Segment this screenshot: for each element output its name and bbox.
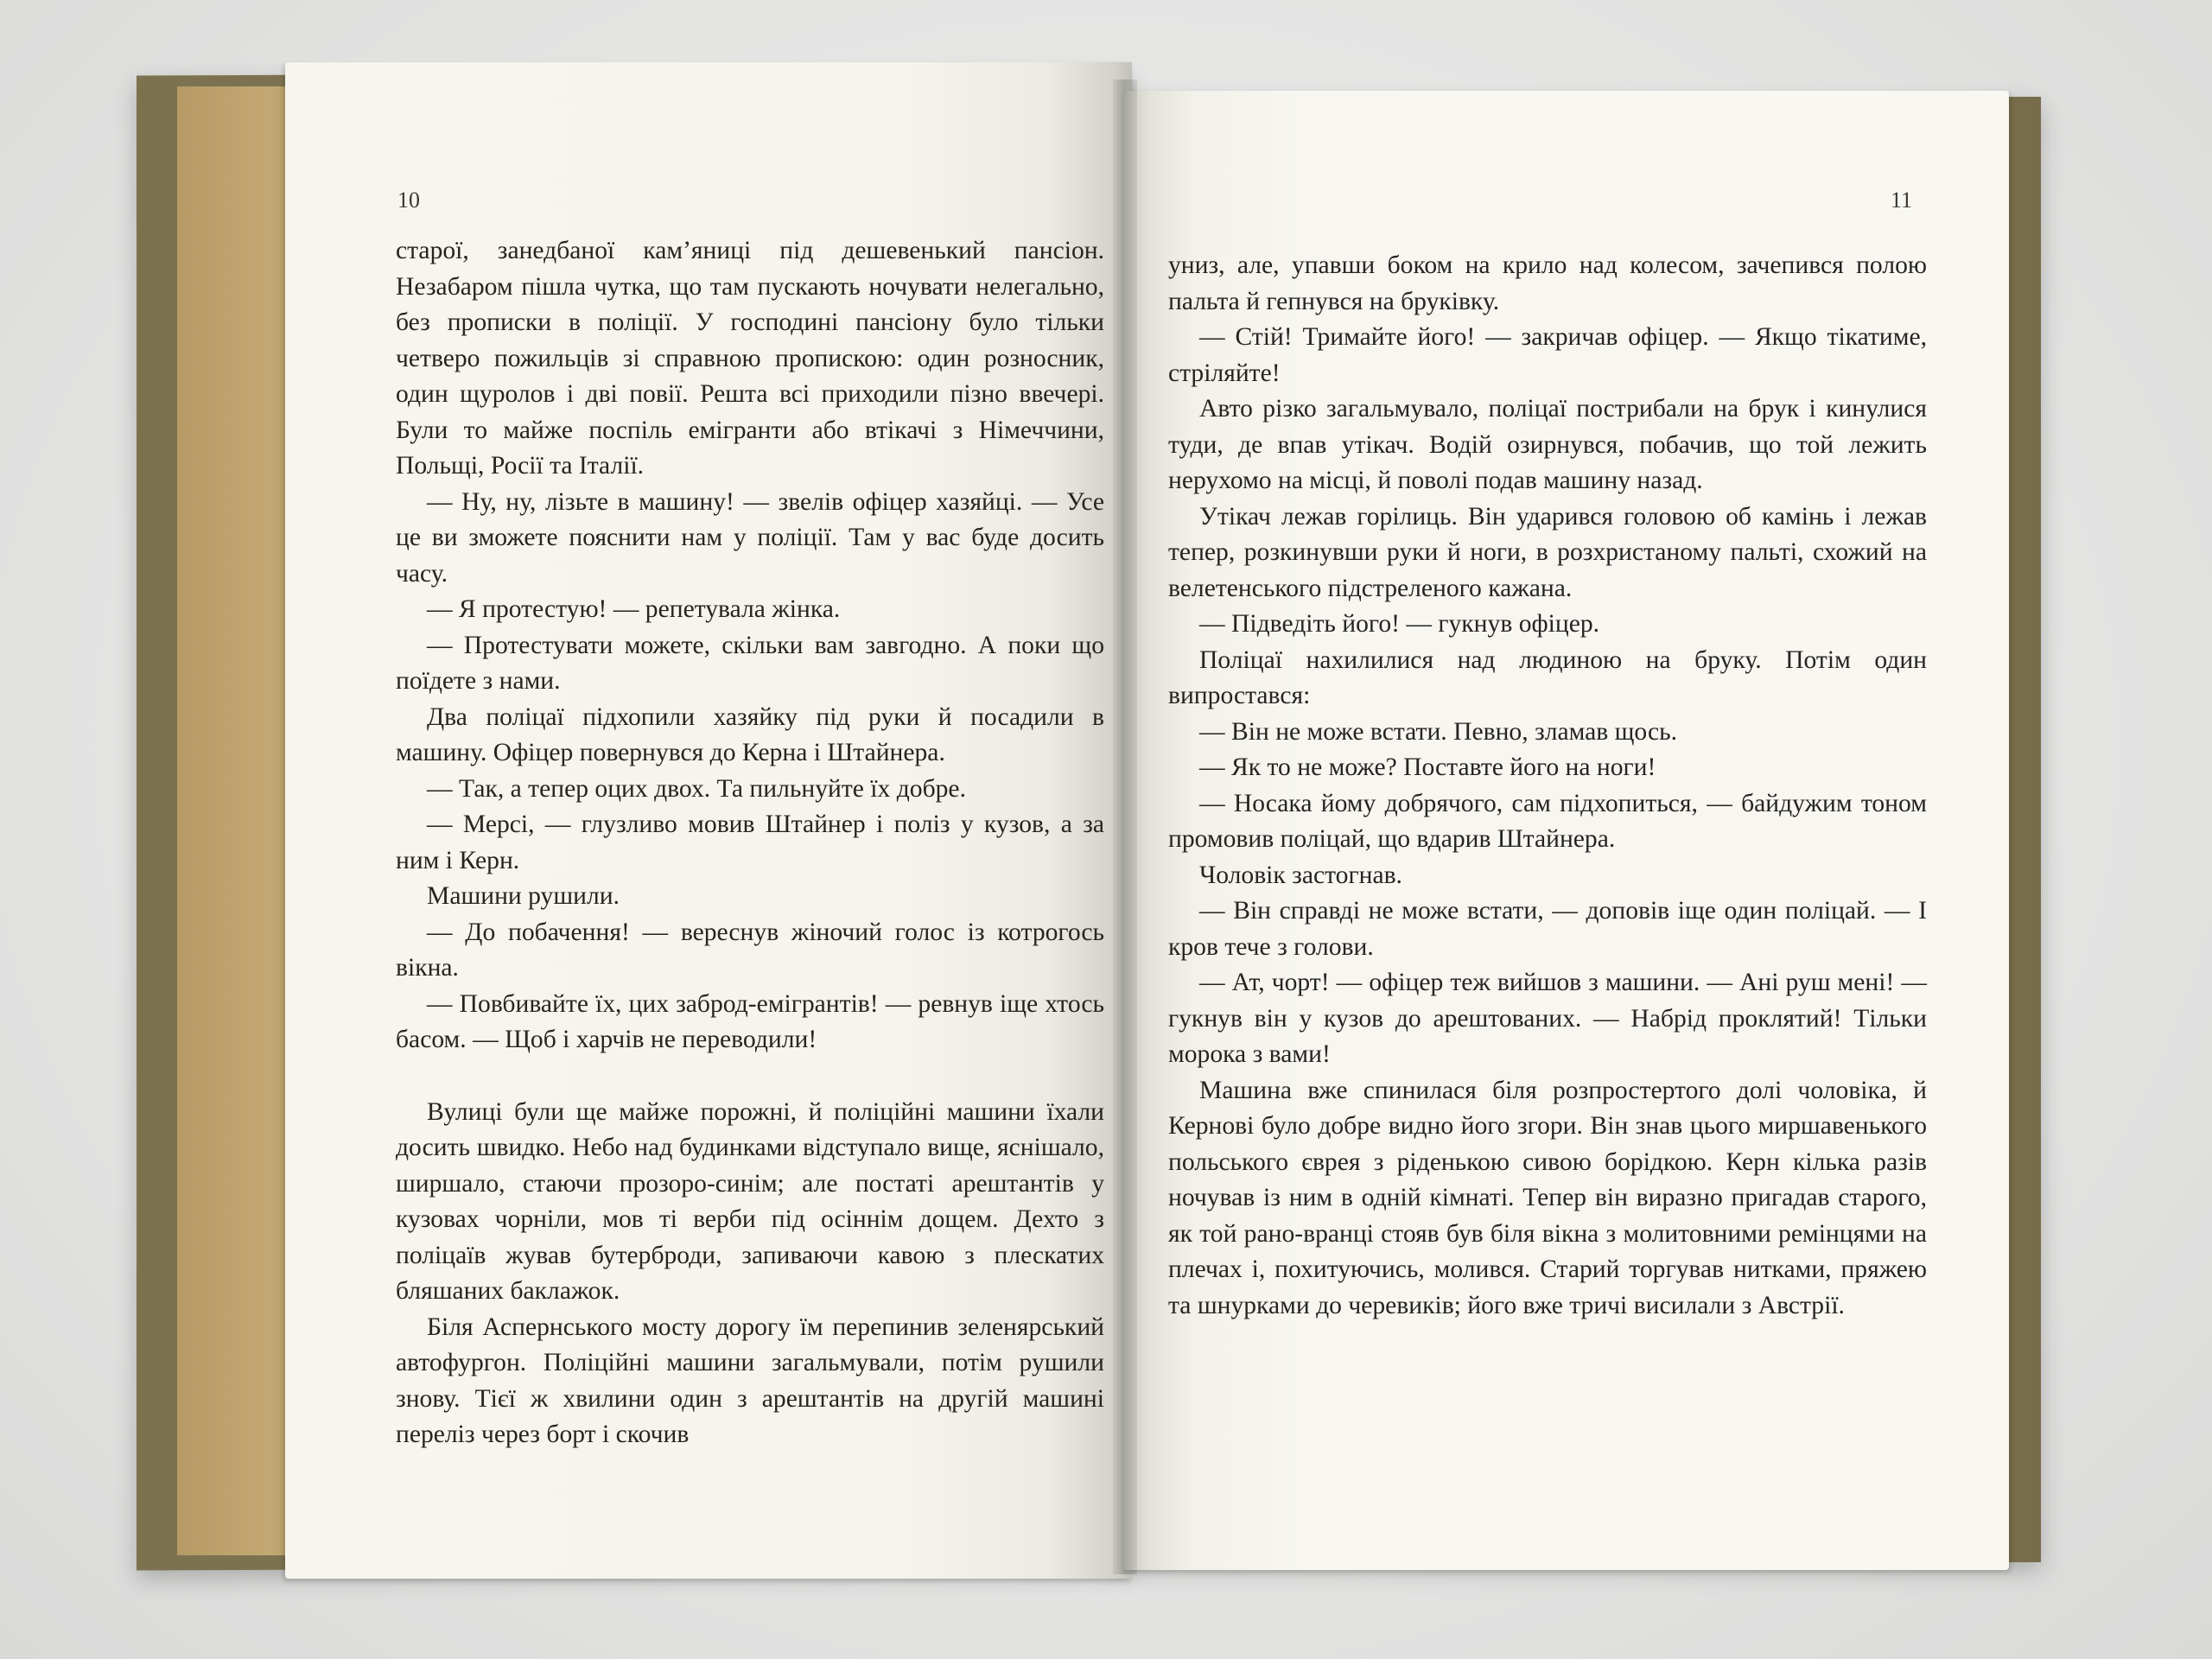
paragraph: Поліцаї нахилилися над людиною на бруку. Потім один випростався: <box>1168 645 1927 709</box>
page-number-right: 11 <box>1890 188 1912 213</box>
paragraph: — Протестувати можете, скільки вам завгодно. А поки що поїдете з нами. <box>396 631 1104 695</box>
left-page <box>285 62 1132 1579</box>
left-page-text <box>396 233 1104 1453</box>
paragraph: Вулиці були ще майже порожні, й поліційні машини їхали досить швидко. Небо над будинками відступало вище, яснішало, ширшало, стаючи прозоро-синім; але постаті арештантів у кузовах чорніли, мов ті верби під осіннім дощем. Дехто з поліцаїв жував бутерброди, запиваючи кавою з плескатих бляшаних баклажок. <box>396 1097 1104 1305</box>
paragraph: — Стій! Тримайте його! — закричав офіцер. — Якщо тікатиме, стріляйте! <box>1168 323 1927 387</box>
paragraph: Чоловік застогнав. <box>1199 861 1402 889</box>
paragraph: Авто різко загальмувало, поліцаї пострибали на брук і кинулися туди, де впав утікач. Водій озирнувся, побачив, що той лежить нерухомо на місці, й поволі подав машину назад. <box>1168 395 1927 494</box>
paragraph: Біля Аспернського мосту дорогу їм перепинив зеленярський автофургон. Поліційні машини загальмували, потім рушили знову. Тієї ж хвилини один з арештантів на другій машині переліз через борт і скочив <box>396 1313 1104 1448</box>
paragraph: — Повбивайте їх, цих заброд-емігрантів! — ревнув іще хтось басом. — Щоб і харчів не переводили! <box>396 989 1104 1053</box>
paragraph: — Він не може встати. Певно, зламав щось. <box>1199 717 1677 746</box>
paragraph: униз, але, упавши боком на крило над колесом, зачепився полою пальта й гепнувся на бруківку. <box>1168 251 1927 315</box>
paragraph: — Ат, чорт! — офіцер теж вийшов з машини. — Ані руш мені! — гукнув він у кузов до арештованих. — Набрід проклятий! Тільки морока з вами! <box>1168 969 1927 1068</box>
paragraph: — Мерсі, — глузливо мовив Штайнер і поліз у кузов, а за ним і Керн. <box>396 810 1104 874</box>
paragraph: — Так, а тепер оцих двох. Та пильнуйте їх добре. <box>427 774 966 803</box>
paragraph: Машина вже спинилася біля розпростертого долі чоловіка, й Кернові було добре видно його згори. Він знав цього миршавенького польського єврея з ріденькою сивою борідкою. Керн кілька разів ночував із ним в одній кімнаті. Тепер він виразно пригадав старого, як той рано-вранці стояв був біля вікна з молитовними ремінцями на плечах і, похитуючись, молився. Старий торгував нитками, пряжею та шнурками до черевиків; його вже тричі висилали з Австрії. <box>1168 1076 1927 1319</box>
paragraph: — До побачення! — вереснув жіночий голос із котрогось вікна. <box>396 918 1104 982</box>
paragraph: — Я протестую! — репетувала жінка. <box>427 595 841 623</box>
paragraph: старої, занедбаної кам’яниці під дешевенький пансіон. Незабаром пішла чутка, що там пускають ночувати нелегально, без прописки в поліції. У господині пансіону було тільки четверо пожильців зі справною пропискою: один розносник, один щуролов і дві повії. Решта всі приходили пізно ввечері. Були то майже поспіль емігранти або втікачі з Німеччини, Польщі, Росії та Італії. <box>396 237 1104 480</box>
paragraph: Машини рушили. <box>427 882 620 910</box>
book-gutter <box>1113 79 1137 1574</box>
paragraph: — Ну, ну, лізьте в машину! — звелів офіцер хазяйці. — Усе це ви зможете пояснити нам у поліції. Там у вас буде досить часу. <box>396 487 1104 588</box>
right-page <box>1123 91 2009 1570</box>
section-break <box>396 1058 1104 1095</box>
page-number-left: 10 <box>397 188 420 213</box>
paragraph: — Підведіть його! — гукнув офіцер. <box>1199 610 1600 638</box>
paragraph: — Як то не може? Поставте його на ноги! <box>1199 753 1656 781</box>
paragraph: — Він справді не може встати, — доповів іще один поліцай. — І кров тече з голови. <box>1168 897 1927 961</box>
paragraph: Утікач лежав горілиць. Він ударився головою об камінь і лежав тепер, розкинувши руки й ноги, в розхристаному пальті, схожий на велетенського підстреленого кажана. <box>1168 502 1927 602</box>
paragraph: Два поліцаї підхопили хазяйку під руки й посадили в машину. Офіцер повернувся до Керна і Штайнера. <box>396 702 1104 766</box>
right-page-text <box>1168 248 1927 1324</box>
paragraph: — Носака йому добрячого, сам підхопиться, — байдужим тоном промовив поліцай, що вдарив Штайнера. <box>1168 789 1927 853</box>
